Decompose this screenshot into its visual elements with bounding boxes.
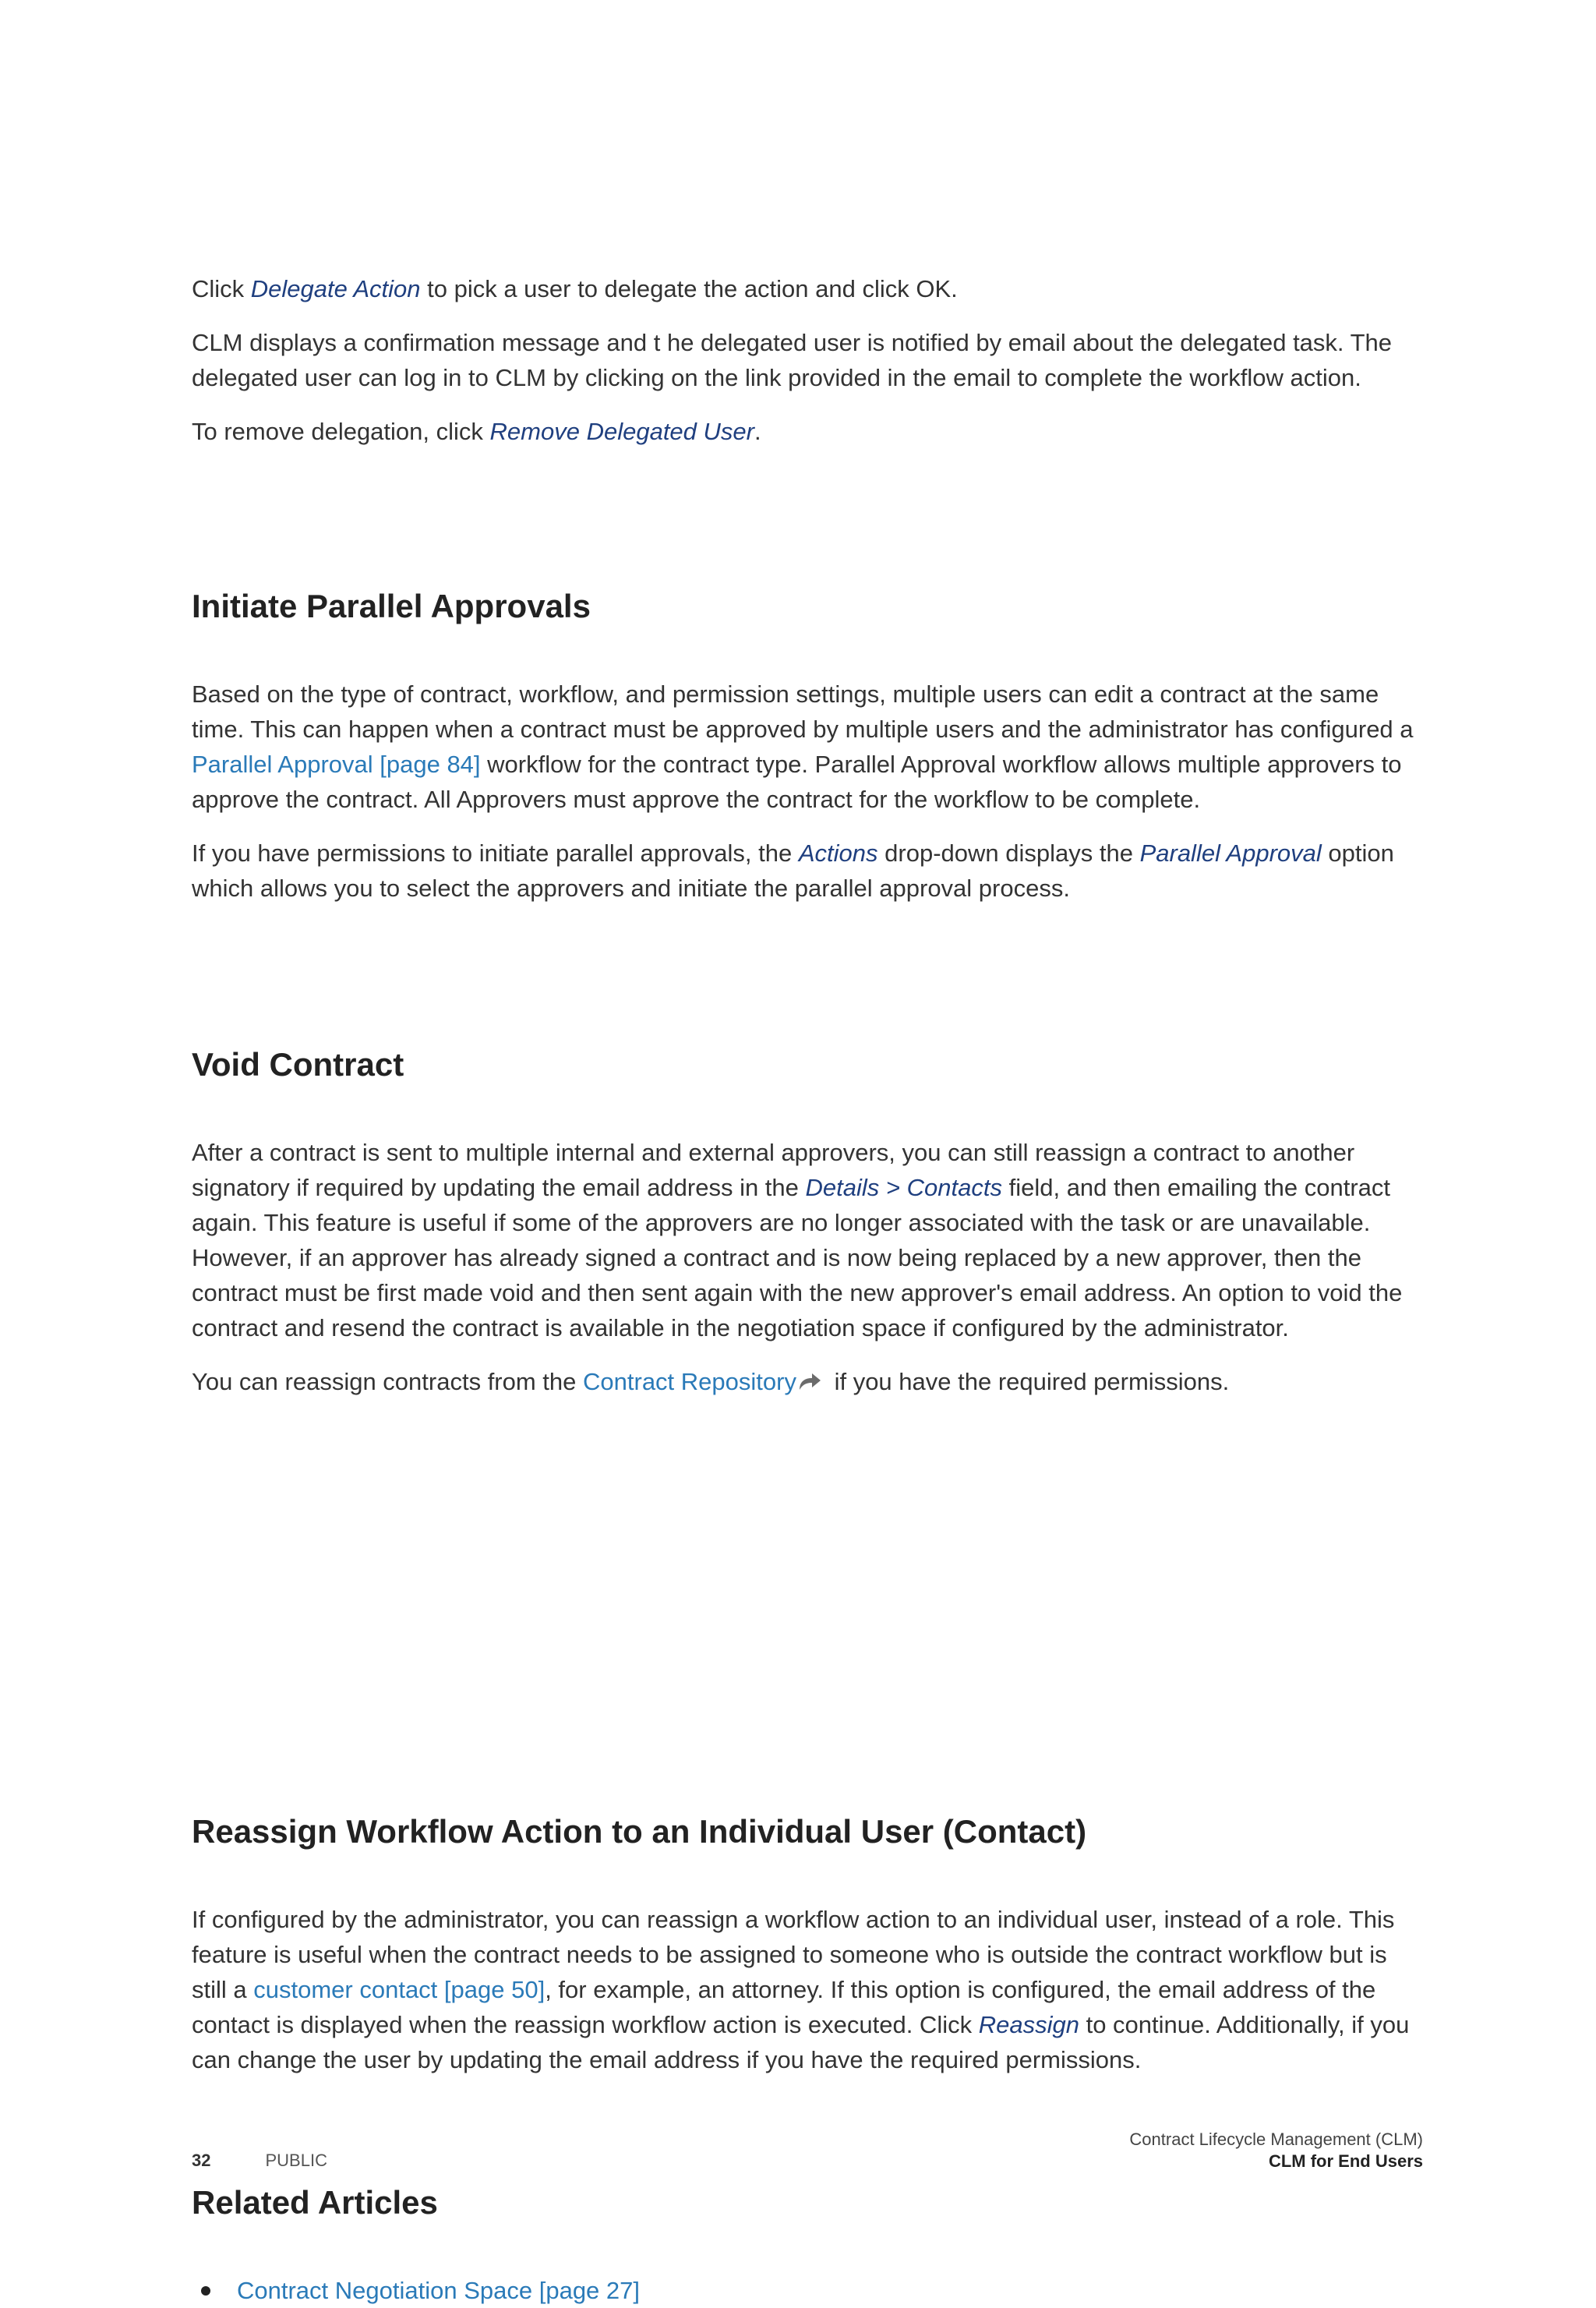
section-heading-void: Void Contract xyxy=(192,1046,404,1083)
void-paragraph-1: After a contract is sent to multiple internal and external approvers, you can still reassign a contract to another signatory if required by updating the email address in the Details > Contacts field, and then emailing the contract again. This feature is useful if some of the approvers are no longer associated with the task or are unavailable. However, if an approver has already signed a contract and is now being replaced by a new approver, then the contract must be first made void and then sent again with the new approver's email address. An option to void the contract and resend the contract is available in the negotiation space if configured by the administrator. xyxy=(192,1139,1403,1341)
intro-paragraph-1: Click Delegate Action to pick a user to delegate the action and click OK. xyxy=(192,275,958,302)
parallel-approval-term: Parallel Approval xyxy=(1139,839,1322,867)
page-number: 32 xyxy=(192,2151,211,2170)
reassign-section xyxy=(192,1811,1423,2077)
customer-contact-link[interactable]: customer contact [page 50] xyxy=(253,1976,546,2003)
section-heading-parallel: Initiate Parallel Approvals xyxy=(192,588,591,624)
intro-section xyxy=(192,271,1423,449)
intro-paragraph-3: To remove delegation, click Remove Delegated User. xyxy=(192,418,761,445)
actions-term: Actions xyxy=(798,839,878,867)
section-heading-related: Related Articles xyxy=(192,2184,438,2221)
reassign-paragraph-1: If configured by the administrator, you can reassign a workflow action to an individual user, instead of a role. This feature is useful when the contract needs to be assigned to someone who is outside the contract workflow but is still a customer contact [page 50], for example, an attorney. If this option is configured, the email address of the contact is displayed when the reassign workflow action is executed. Click Reassign to continue. Additionally, if you can change the user by updating the email address if you have the required permissions. xyxy=(192,1906,1410,2073)
list-item xyxy=(192,2273,1423,2308)
product-name: Contract Lifecycle Management (CLM) xyxy=(1129,2130,1423,2149)
related-articles-list xyxy=(192,2273,1423,2308)
parallel-approval-link[interactable]: Parallel Approval [page 84] xyxy=(192,751,481,778)
bullet-icon xyxy=(201,2286,210,2296)
section-heading-reassign: Reassign Workflow Action to an Individual User (Contact) xyxy=(192,1813,1087,1850)
delegate-action-term: Delegate Action xyxy=(250,275,421,302)
void-paragraph-2: You can reassign contracts from the Contract Repository if you have the required permissions. xyxy=(192,1364,1423,1399)
footer-left xyxy=(192,2150,327,2172)
visibility-label: PUBLIC xyxy=(265,2151,327,2170)
external-link-arrow-icon xyxy=(796,1366,823,1386)
details-term: Details xyxy=(805,1174,880,1201)
remove-delegated-user-term: Remove Delegated User xyxy=(489,418,754,445)
parallel-paragraph-2: If you have permissions to initiate parallel approvals, the Actions drop-down displays the Parallel Approval option which allows you to select the approvers and initiate the parallel approval process. xyxy=(192,839,1394,902)
contract-repository-link[interactable]: Contract Repository xyxy=(583,1368,796,1395)
reassign-term: Reassign xyxy=(978,2011,1079,2038)
contacts-term: Contacts xyxy=(906,1174,1002,1201)
contract-negotiation-space-link[interactable]: Contract Negotiation Space [page 27] xyxy=(237,2277,641,2304)
void-contract-section xyxy=(192,1044,1423,1399)
related-articles-section xyxy=(192,2183,1423,2308)
parallel-paragraph-1: Based on the type of contract, workflow, and permission settings, multiple users can edit a contract at the same time. This can happen when a contract must be approved by multiple users and the administrator has configured a Parallel Approval [page 84] workflow for the contract type. Parallel Approval workflow allows multiple approvers to approve the contract. All Approvers must approve the contract for the workflow to be complete. xyxy=(192,680,1414,813)
parallel-approvals-section xyxy=(192,586,1423,906)
footer-right xyxy=(1129,2129,1423,2172)
intro-paragraph-2: CLM displays a confirmation message and t he delegated user is notified by email about the delegated task. The delegated user can log in to CLM by clicking on the link provided in the email to complete the workflow action. xyxy=(192,329,1393,391)
document-title: CLM for End Users xyxy=(1268,2151,1423,2171)
